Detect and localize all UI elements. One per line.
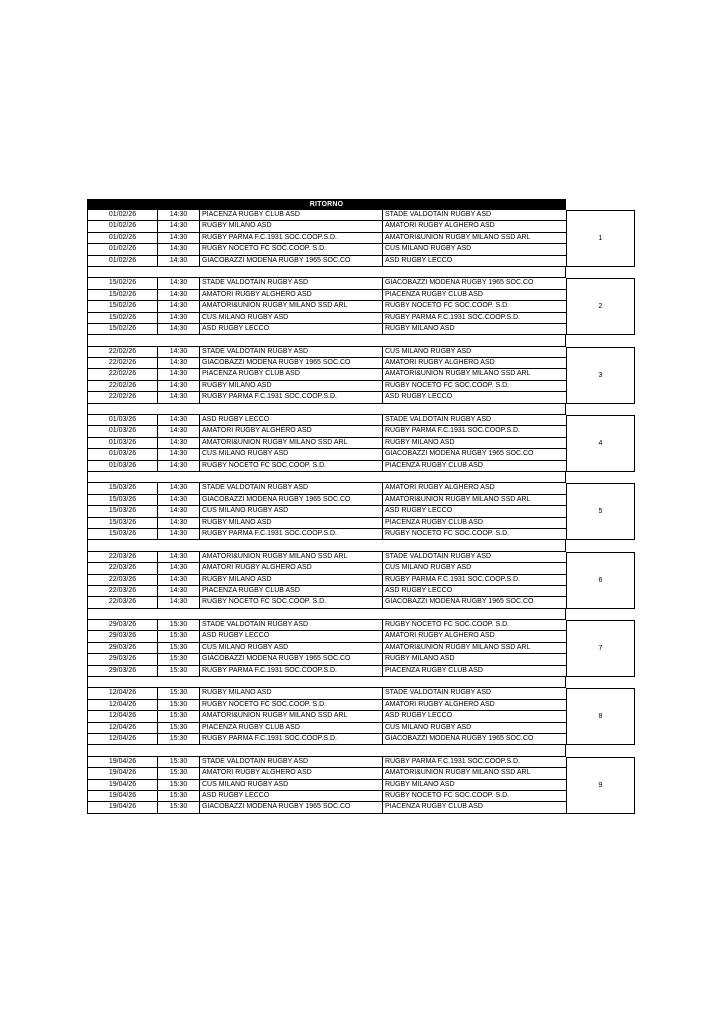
- match-date: 29/03/26: [88, 654, 158, 664]
- table-row: [88, 449, 567, 460]
- table-row: [88, 734, 567, 745]
- table-row: [88, 426, 567, 437]
- away-team: PIACENZA RUGBY CLUB ASD: [383, 666, 567, 676]
- match-date: 01/02/26: [88, 256, 158, 266]
- match-time: 15:30: [158, 688, 200, 698]
- away-team: RUGBY PARMA F.C.1931 SOC.COOP.S.D.: [383, 313, 567, 323]
- away-team: AMATORI&UNION RUGBY MILANO SSD ARL: [383, 495, 567, 505]
- match-time: 15:30: [158, 631, 200, 641]
- away-team: ASD RUGBY LECCO: [383, 506, 567, 516]
- match-date: 15/02/26: [88, 278, 158, 288]
- away-team: ASD RUGBY LECCO: [383, 711, 567, 721]
- home-team: PIACENZA RUGBY CLUB ASD: [200, 723, 383, 733]
- match-time: 14:30: [158, 210, 200, 220]
- round-block: [87, 757, 635, 814]
- match-time: 14:30: [158, 449, 200, 459]
- home-team: PIACENZA RUGBY CLUB ASD: [200, 210, 383, 220]
- round-block: [87, 620, 635, 677]
- home-team: RUGBY PARMA F.C.1931 SOC.COOP.S.D.: [200, 233, 383, 243]
- rounds-container: [87, 210, 635, 814]
- table-row: [88, 210, 567, 221]
- away-team: AMATORI RUGBY ALGHERO ASD: [383, 483, 567, 493]
- home-team: GIACOBAZZI MODENA RUGBY 1965 SOC.CO: [200, 802, 383, 812]
- away-team: RUGBY PARMA F.C.1931 SOC.COOP.S.D.: [383, 575, 567, 585]
- match-date: 01/02/26: [88, 210, 158, 220]
- round-matches: [87, 620, 567, 677]
- match-date: 22/03/26: [88, 575, 158, 585]
- table-row: [88, 278, 567, 289]
- home-team: RUGBY MILANO ASD: [200, 575, 383, 585]
- round-matches: [87, 278, 567, 335]
- match-time: 14:30: [158, 586, 200, 596]
- round-matches: [87, 415, 567, 472]
- away-team: AMATORI RUGBY ALGHERO ASD: [383, 631, 567, 641]
- home-team: PIACENZA RUGBY CLUB ASD: [200, 369, 383, 379]
- match-time: 14:30: [158, 256, 200, 266]
- home-team: RUGBY NOCETO FC SOC.COOP. S.D.: [200, 597, 383, 607]
- away-team: RUGBY NOCETO FC SOC.COOP. S.D.: [383, 791, 567, 801]
- match-time: 15:30: [158, 791, 200, 801]
- away-team: AMATORI&UNION RUGBY MILANO SSD ARL: [383, 233, 567, 243]
- table-row: [88, 802, 567, 813]
- home-team: RUGBY NOCETO FC SOC.COOP. S.D.: [200, 700, 383, 710]
- away-team: PIACENZA RUGBY CLUB ASD: [383, 518, 567, 528]
- match-date: 12/04/26: [88, 711, 158, 721]
- home-team: STADE VALDOTAIN RUGBY ASD: [200, 483, 383, 493]
- table-row: [88, 290, 567, 301]
- home-team: AMATORI RUGBY ALGHERO ASD: [200, 426, 383, 436]
- home-team: AMATORI RUGBY ALGHERO ASD: [200, 290, 383, 300]
- table-row: [88, 233, 567, 244]
- away-team: RUGBY PARMA F.C.1931 SOC.COOP.S.D.: [383, 426, 567, 436]
- match-time: 14:30: [158, 552, 200, 562]
- away-team: AMATORI RUGBY ALGHERO ASD: [383, 700, 567, 710]
- table-row: [88, 256, 567, 267]
- table-row: [88, 324, 567, 335]
- home-team: RUGBY PARMA F.C.1931 SOC.COOP.S.D.: [200, 529, 383, 539]
- separator-row: [87, 677, 566, 688]
- round-number: 9: [567, 757, 635, 814]
- match-date: 12/04/26: [88, 700, 158, 710]
- table-row: [88, 301, 567, 312]
- table-row: [88, 586, 567, 597]
- away-team: AMATORI RUGBY ALGHERO ASD: [383, 221, 567, 231]
- away-team: PIACENZA RUGBY CLUB ASD: [383, 802, 567, 812]
- match-time: 15:30: [158, 780, 200, 790]
- match-time: 14:30: [158, 347, 200, 357]
- round-number: 6: [567, 552, 635, 609]
- match-time: 14:30: [158, 301, 200, 311]
- match-time: 14:30: [158, 244, 200, 254]
- match-date: 15/03/26: [88, 495, 158, 505]
- match-date: 22/03/26: [88, 563, 158, 573]
- round-number: 3: [567, 347, 635, 404]
- away-team: RUGBY MILANO ASD: [383, 438, 567, 448]
- round-block: [87, 210, 635, 267]
- round-block: [87, 483, 635, 540]
- table-row: [88, 711, 567, 722]
- home-team: AMATORI&UNION RUGBY MILANO SSD ARL: [200, 711, 383, 721]
- table-row: [88, 791, 567, 802]
- home-team: ASD RUGBY LECCO: [200, 791, 383, 801]
- match-date: 15/03/26: [88, 529, 158, 539]
- away-team: ASD RUGBY LECCO: [383, 256, 567, 266]
- home-team: CUS MILANO RUGBY ASD: [200, 643, 383, 653]
- home-team: RUGBY NOCETO FC SOC.COOP. S.D.: [200, 461, 383, 471]
- round-number: 4: [567, 415, 635, 472]
- match-date: 01/03/26: [88, 449, 158, 459]
- round-matches: [87, 347, 567, 404]
- table-row: [88, 244, 567, 255]
- round-separator: [87, 745, 635, 756]
- away-team: RUGBY MILANO ASD: [383, 654, 567, 664]
- round-number: 2: [567, 278, 635, 335]
- match-date: 22/02/26: [88, 381, 158, 391]
- match-time: 14:30: [158, 221, 200, 231]
- match-time: 15:30: [158, 643, 200, 653]
- match-date: 01/03/26: [88, 461, 158, 471]
- match-time: 14:30: [158, 392, 200, 402]
- separator-row: [87, 540, 566, 551]
- away-team: CUS MILANO RUGBY ASD: [383, 244, 567, 254]
- table-row: [88, 461, 567, 472]
- round-matches: [87, 757, 567, 814]
- match-time: 14:30: [158, 369, 200, 379]
- table-row: [88, 768, 567, 779]
- match-time: 15:30: [158, 620, 200, 630]
- match-date: 01/03/26: [88, 415, 158, 425]
- home-team: GIACOBAZZI MODENA RUGBY 1965 SOC.CO: [200, 654, 383, 664]
- match-date: 15/03/26: [88, 506, 158, 516]
- away-team: CUS MILANO RUGBY ASD: [383, 347, 567, 357]
- match-time: 14:30: [158, 563, 200, 573]
- match-time: 15:30: [158, 723, 200, 733]
- match-date: 12/04/26: [88, 688, 158, 698]
- home-team: CUS MILANO RUGBY ASD: [200, 449, 383, 459]
- match-date: 12/04/26: [88, 734, 158, 744]
- table-row: [88, 358, 567, 369]
- round-block: [87, 278, 635, 335]
- away-team: RUGBY MILANO ASD: [383, 324, 567, 334]
- round-number: 8: [567, 688, 635, 745]
- match-date: 29/03/26: [88, 643, 158, 653]
- away-team: RUGBY NOCETO FC SOC.COOP. S.D.: [383, 620, 567, 630]
- table-row: [88, 620, 567, 631]
- match-date: 01/02/26: [88, 233, 158, 243]
- match-date: 22/02/26: [88, 392, 158, 402]
- table-row: [88, 529, 567, 540]
- away-team: ASD RUGBY LECCO: [383, 392, 567, 402]
- home-team: AMATORI RUGBY ALGHERO ASD: [200, 768, 383, 778]
- table-row: [88, 369, 567, 380]
- away-team: STADE VALDOTAIN RUGBY ASD: [383, 415, 567, 425]
- away-team: STADE VALDOTAIN RUGBY ASD: [383, 688, 567, 698]
- home-team: RUGBY MILANO ASD: [200, 381, 383, 391]
- match-date: 22/03/26: [88, 586, 158, 596]
- match-time: 15:30: [158, 654, 200, 664]
- home-team: AMATORI RUGBY ALGHERO ASD: [200, 563, 383, 573]
- home-team: ASD RUGBY LECCO: [200, 631, 383, 641]
- away-team: GIACOBAZZI MODENA RUGBY 1965 SOC.CO: [383, 597, 567, 607]
- home-team: STADE VALDOTAIN RUGBY ASD: [200, 347, 383, 357]
- home-team: RUGBY MILANO ASD: [200, 688, 383, 698]
- away-team: AMATORI&UNION RUGBY MILANO SSD ARL: [383, 643, 567, 653]
- round-number: 5: [567, 483, 635, 540]
- away-team: GIACOBAZZI MODENA RUGBY 1965 SOC.CO: [383, 278, 567, 288]
- table-row: [88, 552, 567, 563]
- table-row: [88, 654, 567, 665]
- match-time: 15:30: [158, 700, 200, 710]
- away-team: PIACENZA RUGBY CLUB ASD: [383, 461, 567, 471]
- home-team: RUGBY NOCETO FC SOC.COOP. S.D.: [200, 244, 383, 254]
- match-date: 22/03/26: [88, 597, 158, 607]
- home-team: AMATORI&UNION RUGBY MILANO SSD ARL: [200, 301, 383, 311]
- separator-row: [87, 335, 566, 346]
- away-team: GIACOBAZZI MODENA RUGBY 1965 SOC.CO: [383, 734, 567, 744]
- fixtures-table: [87, 199, 635, 814]
- away-team: RUGBY PARMA F.C.1931 SOC.COOP.S.D.: [383, 757, 567, 767]
- home-team: PIACENZA RUGBY CLUB ASD: [200, 586, 383, 596]
- table-row: [88, 688, 567, 699]
- home-team: AMATORI&UNION RUGBY MILANO SSD ARL: [200, 438, 383, 448]
- round-matches: [87, 483, 567, 540]
- match-date: 15/02/26: [88, 313, 158, 323]
- table-row: [88, 666, 567, 677]
- away-team: STADE VALDOTAIN RUGBY ASD: [383, 552, 567, 562]
- match-time: 15:30: [158, 711, 200, 721]
- table-row: [88, 780, 567, 791]
- away-team: AMATORI&UNION RUGBY MILANO SSD ARL: [383, 768, 567, 778]
- match-date: 19/04/26: [88, 780, 158, 790]
- table-row: [88, 483, 567, 494]
- round-separator: [87, 404, 635, 415]
- match-date: 19/04/26: [88, 791, 158, 801]
- home-team: RUGBY PARMA F.C.1931 SOC.COOP.S.D.: [200, 666, 383, 676]
- table-row: [88, 723, 567, 734]
- match-time: 14:30: [158, 426, 200, 436]
- home-team: CUS MILANO RUGBY ASD: [200, 506, 383, 516]
- home-team: AMATORI&UNION RUGBY MILANO SSD ARL: [200, 552, 383, 562]
- round-block: [87, 688, 635, 745]
- table-row: [88, 381, 567, 392]
- table-row: [88, 415, 567, 426]
- match-time: 14:30: [158, 597, 200, 607]
- home-team: RUGBY MILANO ASD: [200, 518, 383, 528]
- round-separator: [87, 677, 635, 688]
- away-team: PIACENZA RUGBY CLUB ASD: [383, 290, 567, 300]
- round-block: [87, 552, 635, 609]
- away-team: ASD RUGBY LECCO: [383, 586, 567, 596]
- match-date: 01/03/26: [88, 438, 158, 448]
- match-time: 14:30: [158, 324, 200, 334]
- match-time: 14:30: [158, 575, 200, 585]
- away-team: RUGBY MILANO ASD: [383, 780, 567, 790]
- home-team: STADE VALDOTAIN RUGBY ASD: [200, 278, 383, 288]
- match-time: 14:30: [158, 358, 200, 368]
- match-date: 22/02/26: [88, 347, 158, 357]
- match-date: 19/04/26: [88, 768, 158, 778]
- away-team: RUGBY NOCETO FC SOC.COOP. S.D.: [383, 301, 567, 311]
- match-date: 01/02/26: [88, 221, 158, 231]
- home-team: GIACOBAZZI MODENA RUGBY 1965 SOC.CO: [200, 358, 383, 368]
- table-row: [88, 438, 567, 449]
- table-row: [88, 347, 567, 358]
- away-team: RUGBY NOCETO FC SOC.COOP. S.D.: [383, 381, 567, 391]
- match-time: 14:30: [158, 415, 200, 425]
- away-team: CUS MILANO RUGBY ASD: [383, 723, 567, 733]
- home-team: STADE VALDOTAIN RUGBY ASD: [200, 620, 383, 630]
- match-time: 15:30: [158, 802, 200, 812]
- home-team: RUGBY PARMA F.C.1931 SOC.COOP.S.D.: [200, 392, 383, 402]
- table-row: [88, 518, 567, 529]
- table-row: [88, 631, 567, 642]
- match-time: 15:30: [158, 768, 200, 778]
- match-time: 14:30: [158, 438, 200, 448]
- separator-row: [87, 267, 566, 278]
- round-separator: [87, 335, 635, 346]
- table-row: [88, 221, 567, 232]
- match-time: 14:30: [158, 529, 200, 539]
- table-row: [88, 757, 567, 768]
- table-row: [88, 392, 567, 403]
- match-date: 15/02/26: [88, 324, 158, 334]
- home-team: STADE VALDOTAIN RUGBY ASD: [200, 757, 383, 767]
- match-time: 14:30: [158, 381, 200, 391]
- match-time: 14:30: [158, 233, 200, 243]
- round-separator: [87, 540, 635, 551]
- table-row: [88, 597, 567, 608]
- table-row: [88, 563, 567, 574]
- table-row: [88, 495, 567, 506]
- match-time: 14:30: [158, 495, 200, 505]
- match-time: 15:30: [158, 757, 200, 767]
- round-number: 7: [567, 620, 635, 677]
- separator-row: [87, 609, 566, 620]
- match-time: 14:30: [158, 313, 200, 323]
- round-separator: [87, 267, 635, 278]
- home-team: RUGBY MILANO ASD: [200, 221, 383, 231]
- round-matches: [87, 552, 567, 609]
- match-date: 15/03/26: [88, 483, 158, 493]
- table-row: [88, 575, 567, 586]
- round-separator: [87, 609, 635, 620]
- home-team: CUS MILANO RUGBY ASD: [200, 313, 383, 323]
- separator-row: [87, 472, 566, 483]
- match-time: 14:30: [158, 461, 200, 471]
- round-separator: [87, 472, 635, 483]
- separator-row: [87, 745, 566, 756]
- table-row: [88, 643, 567, 654]
- match-time: 14:30: [158, 278, 200, 288]
- match-date: 29/03/26: [88, 666, 158, 676]
- match-date: 22/02/26: [88, 358, 158, 368]
- separator-row: [87, 404, 566, 415]
- home-team: GIACOBAZZI MODENA RUGBY 1965 SOC.CO: [200, 256, 383, 266]
- table-row: [88, 313, 567, 324]
- table-header-ritorno: RITORNO: [87, 199, 566, 210]
- match-date: 15/02/26: [88, 290, 158, 300]
- match-time: 14:30: [158, 483, 200, 493]
- home-team: CUS MILANO RUGBY ASD: [200, 780, 383, 790]
- table-row: [88, 506, 567, 517]
- home-team: RUGBY PARMA F.C.1931 SOC.COOP.S.D.: [200, 734, 383, 744]
- match-date: 01/03/26: [88, 426, 158, 436]
- round-block: [87, 415, 635, 472]
- match-time: 15:30: [158, 734, 200, 744]
- match-date: 15/03/26: [88, 518, 158, 528]
- round-matches: [87, 210, 567, 267]
- away-team: STADE VALDOTAIN RUGBY ASD: [383, 210, 567, 220]
- home-team: GIACOBAZZI MODENA RUGBY 1965 SOC.CO: [200, 495, 383, 505]
- home-team: ASD RUGBY LECCO: [200, 415, 383, 425]
- away-team: RUGBY NOCETO FC SOC.COOP. S.D.: [383, 529, 567, 539]
- match-date: 01/02/26: [88, 244, 158, 254]
- match-date: 22/02/26: [88, 369, 158, 379]
- match-time: 14:30: [158, 518, 200, 528]
- match-date: 29/03/26: [88, 620, 158, 630]
- away-team: AMATORI RUGBY ALGHERO ASD: [383, 358, 567, 368]
- match-date: 15/02/26: [88, 301, 158, 311]
- match-time: 14:30: [158, 506, 200, 516]
- match-date: 19/04/26: [88, 757, 158, 767]
- match-time: 15:30: [158, 666, 200, 676]
- round-matches: [87, 688, 567, 745]
- round-number: 1: [567, 210, 635, 267]
- away-team: CUS MILANO RUGBY ASD: [383, 563, 567, 573]
- round-block: [87, 347, 635, 404]
- away-team: AMATORI&UNION RUGBY MILANO SSD ARL: [383, 369, 567, 379]
- match-time: 14:30: [158, 290, 200, 300]
- match-date: 22/03/26: [88, 552, 158, 562]
- away-team: GIACOBAZZI MODENA RUGBY 1965 SOC.CO: [383, 449, 567, 459]
- table-row: [88, 700, 567, 711]
- match-date: 19/04/26: [88, 802, 158, 812]
- match-date: 29/03/26: [88, 631, 158, 641]
- match-date: 12/04/26: [88, 723, 158, 733]
- home-team: ASD RUGBY LECCO: [200, 324, 383, 334]
